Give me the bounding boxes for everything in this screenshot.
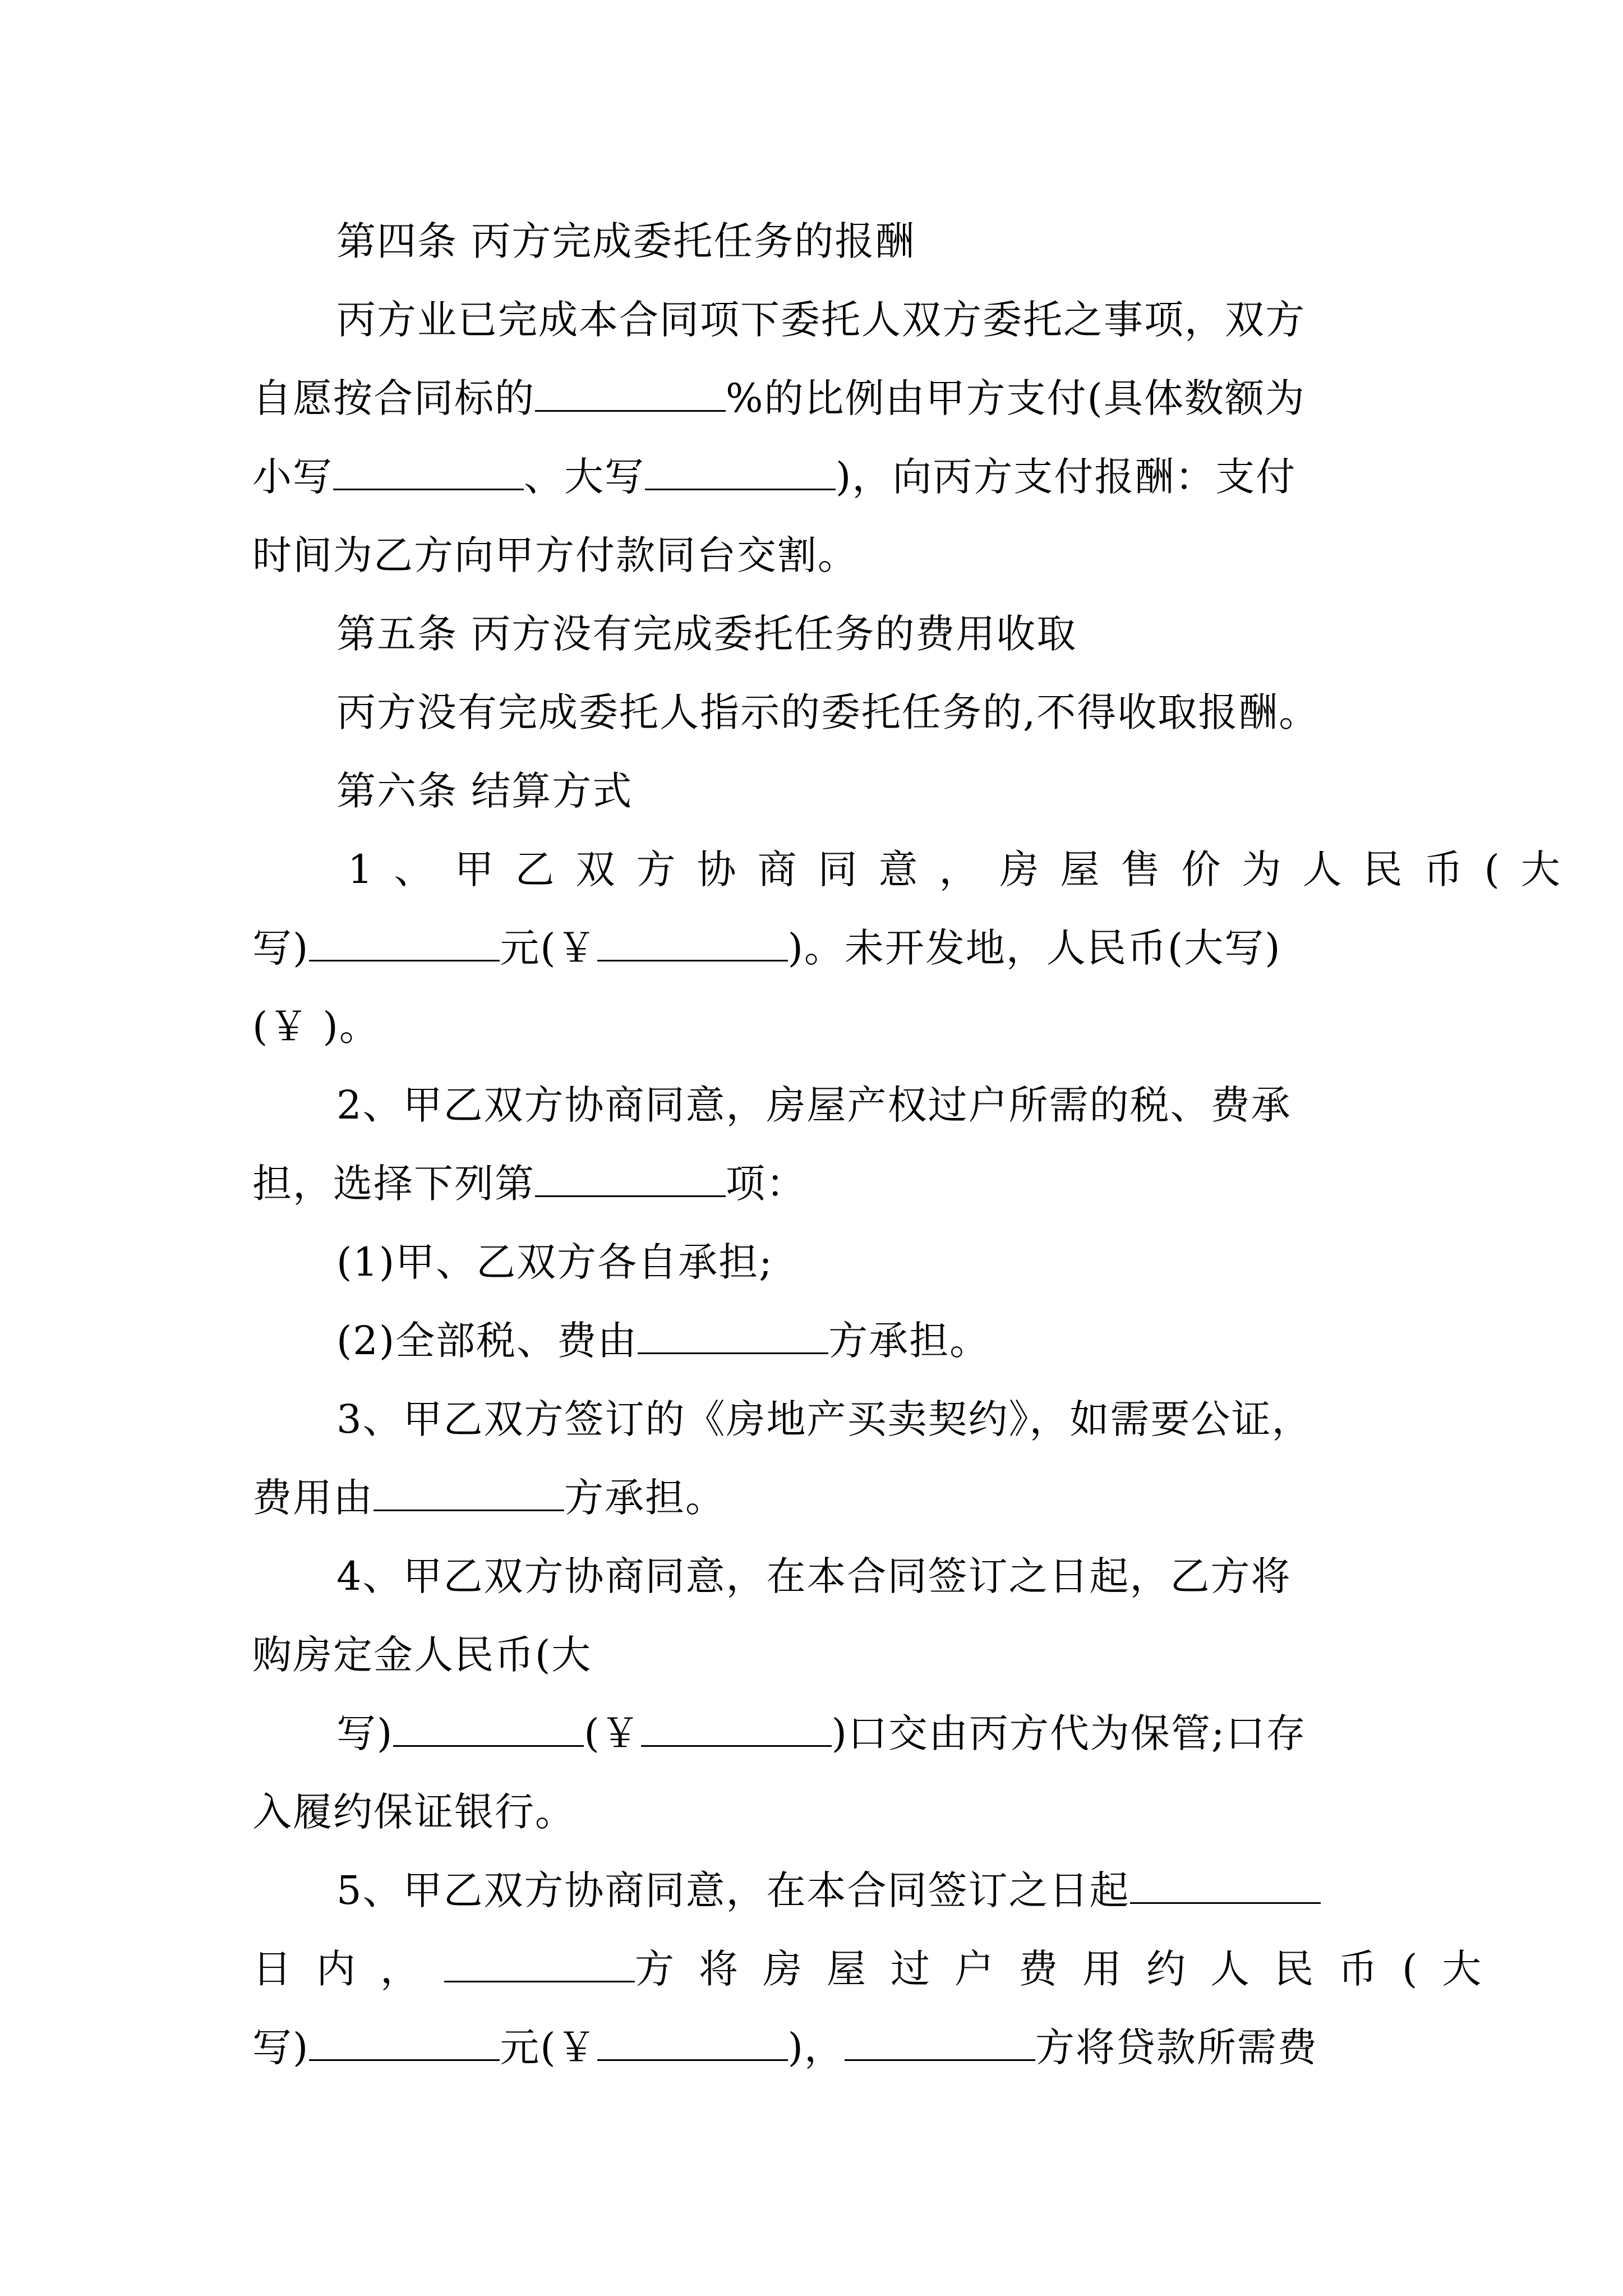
item3-line: 3、甲乙双方签订的《房地产买卖契约》，如需要公证， xyxy=(336,1396,1312,1442)
fill-in-blank xyxy=(597,2024,788,2061)
item4-line: 购房定金人民币(大 xyxy=(252,1632,592,1678)
text-segment: 写) xyxy=(252,2024,310,2070)
text-segment: (￥ xyxy=(584,1710,641,1756)
article4-paragraph-line xyxy=(252,370,1306,426)
text-segment: )，向丙方支付报酬：支付 xyxy=(836,454,1297,500)
fill-in-blank xyxy=(645,454,836,490)
item2-option xyxy=(336,1313,990,1369)
text-segment: 方承担。 xyxy=(564,1475,726,1521)
text-segment: 方承担。 xyxy=(828,1318,990,1364)
text-segment: 费用由 xyxy=(252,1475,374,1521)
article4-paragraph-line: 时间为乙方向甲方付款同台交割。 xyxy=(252,532,858,578)
fill-in-blank xyxy=(638,1318,828,1354)
item4-line xyxy=(336,1705,1307,1761)
fill-in-blank xyxy=(845,2024,1035,2061)
article4-paragraph-line xyxy=(252,449,1296,505)
article6-title: 第六条 结算方式 xyxy=(336,768,633,814)
fill-in-blank xyxy=(374,1475,564,1511)
text-segment: 项： xyxy=(726,1161,806,1207)
text-segment: )。未开发地，人民币(大写) xyxy=(787,925,1281,971)
fill-in-blank xyxy=(333,454,524,490)
text-segment: 方将房屋过户费用约人民币(大 xyxy=(635,1946,1506,1992)
text-segment: %的比例由甲方支付(具体数额为 xyxy=(726,375,1306,421)
item4-line: 入履约保证银行。 xyxy=(252,1789,575,1835)
fill-in-blank xyxy=(1130,1867,1321,1904)
article4-paragraph-line: 丙方业已完成本合同项下委托人双方委托之事项，双方 xyxy=(336,297,1306,343)
text-segment: 担，选择下列第 xyxy=(252,1161,535,1207)
text-segment: 方将贷款所需费 xyxy=(1035,2024,1318,2070)
text-segment: 写) xyxy=(336,1710,394,1756)
fill-in-blank xyxy=(444,1946,635,1982)
item5-line xyxy=(336,1862,1321,1918)
item1-line: 1、甲乙双方协商同意，房屋售价为人民币(大 xyxy=(348,846,1581,892)
text-segment: 、大写 xyxy=(524,454,645,500)
text-segment: 元(￥ xyxy=(500,925,597,971)
text-segment: )口交由丙方代为保管;口存 xyxy=(831,1710,1307,1756)
item5-line xyxy=(252,2019,1318,2076)
text-segment: 写) xyxy=(252,925,310,971)
text-segment: 小写 xyxy=(252,454,333,500)
fill-in-blank xyxy=(535,1161,726,1197)
fill-in-blank xyxy=(309,925,500,961)
text-segment: 5、甲乙双方协商同意，在本合同签订之日起 xyxy=(336,1867,1130,1913)
text-segment: 元(￥ xyxy=(500,2024,597,2070)
text-segment: 自愿按合同标的 xyxy=(252,375,535,421)
text-segment: (2)全部税、费由 xyxy=(336,1318,638,1364)
item5-line xyxy=(252,1941,1506,1997)
fill-in-blank xyxy=(641,1710,832,1747)
item1-line xyxy=(252,920,1281,976)
fill-in-blank xyxy=(393,1710,584,1747)
article4-title: 第四条 丙方完成委托任务的报酬 xyxy=(336,218,916,264)
fill-in-blank xyxy=(597,925,788,961)
fill-in-blank xyxy=(309,2024,500,2061)
item2-option: (1)甲、乙双方各自承担; xyxy=(336,1239,773,1285)
text-segment: )， xyxy=(787,2024,845,2070)
item2-line xyxy=(252,1156,806,1212)
article5-title: 第五条 丙方没有完成委托任务的费用收取 xyxy=(336,611,1077,657)
article5-paragraph: 丙方没有完成委托人指示的委托任务的,不得收取报酬。 xyxy=(336,689,1320,735)
item3-line xyxy=(252,1470,726,1526)
item2-line: 2、甲乙双方协商同意，房屋产权过户所需的税、费承 xyxy=(336,1082,1292,1128)
text-segment: 日内， xyxy=(252,1946,444,1992)
item4-line: 4、甲乙双方协商同意，在本合同签订之日起，乙方将 xyxy=(336,1553,1292,1599)
item1-line: (￥ )。 xyxy=(252,1004,380,1050)
fill-in-blank xyxy=(535,375,726,412)
